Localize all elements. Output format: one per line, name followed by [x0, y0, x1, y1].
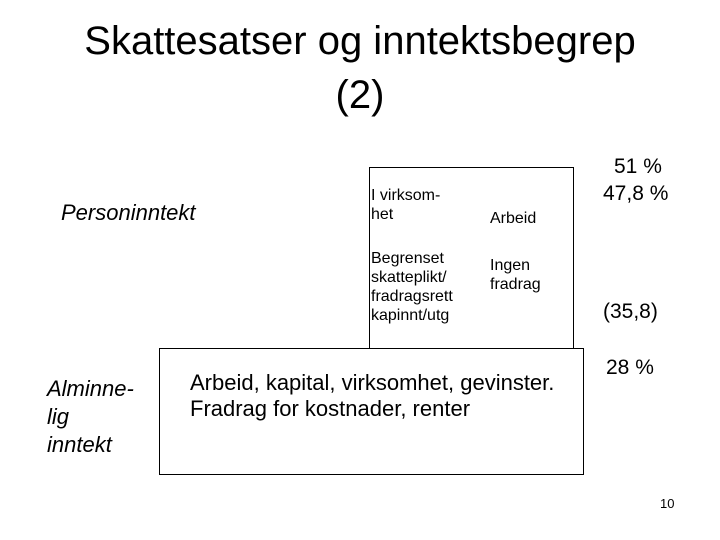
slide-title-line1: Skattesatser og inntektsbegrep — [84, 19, 636, 63]
label-ingen-fradrag-line1: Ingen — [490, 257, 531, 274]
label-virksomhet-line1: I virksom- — [371, 187, 441, 204]
label-alminnelig-line2: lig — [47, 404, 70, 429]
label-alminnelig-line1: Alminne- — [47, 376, 134, 401]
label-virksomhet-line2: het — [371, 206, 394, 223]
label-ingen-fradrag — [490, 256, 541, 294]
label-begrenset-line1: Begrenset — [371, 250, 444, 267]
label-virksomhet — [371, 186, 440, 224]
rate-47-8: 47,8 % — [603, 182, 669, 205]
lower-box-line1: Arbeid, kapital, virksomhet, gevinster. — [190, 370, 555, 395]
label-begrenset-line4: kapinnt/utg — [371, 307, 450, 324]
rate-28: 28 % — [606, 356, 654, 379]
lower-box-text — [190, 370, 554, 422]
label-begrenset-line2: skatteplikt/ — [371, 269, 447, 286]
page-number: 10 — [660, 496, 675, 511]
label-begrenset-line3: fradragsrett — [371, 288, 453, 305]
label-alminnelig-line3: inntekt — [47, 432, 112, 457]
label-arbeid: Arbeid — [490, 210, 537, 227]
label-begrenset — [371, 249, 453, 325]
label-ingen-fradrag-line2: fradrag — [490, 276, 541, 293]
rate-35-8: (35,8) — [603, 300, 658, 323]
slide-title-line2: (2) — [335, 73, 385, 117]
rate-51: 51 % — [614, 155, 662, 178]
label-personinntekt: Personinntekt — [61, 200, 196, 225]
label-alminnelig — [47, 375, 134, 459]
lower-box-line2: Fradrag for kostnader, renter — [190, 396, 471, 421]
